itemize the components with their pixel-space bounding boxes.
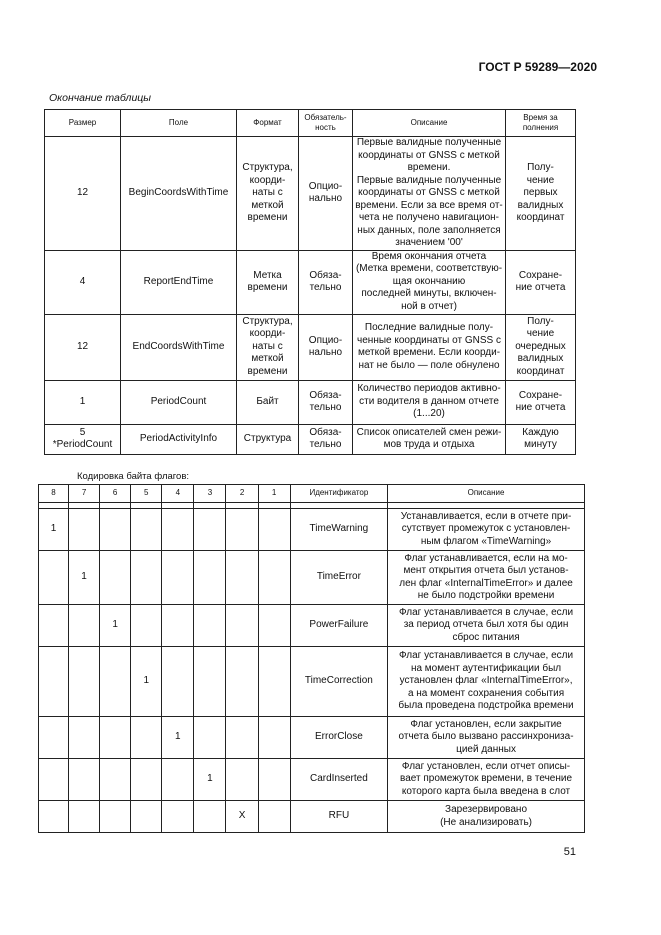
flags-table-bit-cell — [162, 647, 194, 717]
flags-table-header-cell: 7 — [69, 485, 100, 503]
flags-table-identifier-cell: ErrorClose — [290, 717, 387, 759]
main-table-cell-required: Опцио- нально — [299, 314, 353, 380]
flags-table-bit-cell: 1 — [69, 551, 100, 605]
flags-table-bit-cell — [194, 551, 226, 605]
flags-table-bit-cell — [69, 717, 100, 759]
main-table-row — [45, 380, 576, 424]
main-table-cell-format: Структура, коорди- наты с меткой времени — [237, 314, 299, 380]
flags-table-header-cell: 1 — [258, 485, 290, 503]
flags-table-row — [39, 801, 585, 833]
flags-table-bit-cell — [69, 509, 100, 551]
flags-table-identifier-cell: TimeWarning — [290, 509, 387, 551]
flags-table-header-cell: 2 — [226, 485, 258, 503]
main-table-cell-time: Полу- чение очередных валидных координат — [506, 314, 576, 380]
flags-table-bit-cell — [131, 759, 162, 801]
flags-table-row — [39, 605, 585, 647]
flags-table-bit-cell — [131, 509, 162, 551]
flags-table-bit-cell — [258, 717, 290, 759]
main-table-row — [45, 424, 576, 454]
main-table-cell-format: Байт — [237, 380, 299, 424]
document-standard-header: ГОСТ Р 59289—2020 — [478, 60, 597, 74]
flags-table-bit-cell: 1 — [39, 509, 69, 551]
flags-table-description-cell: Зарезервировано (Не анализировать) — [388, 801, 585, 833]
flags-table-bit-cell — [258, 551, 290, 605]
flags-table-row — [39, 509, 585, 551]
flags-table-bit-cell — [258, 759, 290, 801]
main-table-cell-time: Сохране- ние отчета — [506, 250, 576, 314]
flags-table-header-cell: 3 — [194, 485, 226, 503]
flags-table-bit-cell — [226, 647, 258, 717]
main-table-cell-description: Время окончания отчета (Метка времени, соответствую- щая окончанию последней минуты, включен- ной в отчет) — [353, 250, 506, 314]
main-table-cell-size: 5 *PeriodCount — [45, 424, 121, 454]
main-table-cell-required: Опцио- нально — [299, 137, 353, 251]
main-table-cell-size: 1 — [45, 380, 121, 424]
main-table-row — [45, 137, 576, 251]
main-table-cell-field: ReportEndTime — [121, 250, 237, 314]
flags-table-bit-cell — [162, 605, 194, 647]
flags-table-row — [39, 647, 585, 717]
flags-table-description-cell: Устанавливается, если в отчете при- сутствует промежуток с установлен- ным флагом «TimeWarning» — [388, 509, 585, 551]
flags-table-bit-cell — [100, 801, 131, 833]
main-table-cell-time: Полу- чение первых валидных координат — [506, 137, 576, 251]
main-table-cell-format: Метка времени — [237, 250, 299, 314]
main-table-cell-size: 12 — [45, 314, 121, 380]
flags-table-bit-cell — [69, 647, 100, 717]
flags-table-description-cell: Флаг устанавливается, если на мо- мент открытия отчета был установ- лен флаг «InternalTimeError» и далее не было подстройки времени — [388, 551, 585, 605]
main-table-cell-size: 4 — [45, 250, 121, 314]
main-table-header-row — [45, 110, 576, 137]
flags-table-bit-cell — [39, 759, 69, 801]
flags-table-description-cell: Флаг устанавливается в случае, если за период отчета был хотя бы один сброс питания — [388, 605, 585, 647]
flags-table-bit-cell: X — [226, 801, 258, 833]
flags-table-bit-cell — [100, 509, 131, 551]
flags-table-bit-cell — [69, 605, 100, 647]
flags-table-row — [39, 759, 585, 801]
flags-table-bit-cell — [39, 717, 69, 759]
page-number: 51 — [563, 846, 576, 858]
flags-table-bit-cell — [100, 759, 131, 801]
flags-table — [38, 484, 585, 833]
main-table-cell-size: 12 — [45, 137, 121, 251]
flags-table-bit-cell — [162, 551, 194, 605]
flags-table-bit-cell — [69, 759, 100, 801]
flags-table-bit-cell — [194, 605, 226, 647]
flags-table-bit-cell: 1 — [162, 717, 194, 759]
flags-table-header-cell: 5 — [131, 485, 162, 503]
main-table-cell-description: Первые валидные полученные координаты от GNSS с меткой времени. Первые валидные полученные координаты от GNSS с меткой времени. Если за все время от- чета не получено навигацион- ных данных, поле заполняется значением '00' — [353, 137, 506, 251]
flags-table-description-cell: Флаг установлен, если закрытие отчета было вызвано рассинхрониза- цией данных — [388, 717, 585, 759]
flags-table-bit-cell — [39, 647, 69, 717]
main-table-cell-format: Структура — [237, 424, 299, 454]
flags-table-bit-cell — [258, 801, 290, 833]
flags-table-bit-cell — [194, 801, 226, 833]
flags-table-bit-cell: 1 — [131, 647, 162, 717]
main-table-cell-field: EndCoordsWithTime — [121, 314, 237, 380]
main-table-cell-required: Обяза- тельно — [299, 250, 353, 314]
main-table-header-cell: Обязатель- ность — [299, 110, 353, 137]
main-table-cell-description: Список описателей смен режи- мов труда и отдыха — [353, 424, 506, 454]
flags-table-bit-cell — [100, 551, 131, 605]
main-table-header-cell: Размер — [45, 110, 121, 137]
main-table-cell-required: Обяза- тельно — [299, 424, 353, 454]
main-table-cell-time: Каждую минуту — [506, 424, 576, 454]
flags-table-bit-cell — [194, 647, 226, 717]
flags-table-bit-cell — [226, 759, 258, 801]
flags-table-bit-cell — [194, 717, 226, 759]
flags-table-row — [39, 717, 585, 759]
flags-table-identifier-cell: RFU — [290, 801, 387, 833]
main-table-row — [45, 250, 576, 314]
flags-table-identifier-cell: PowerFailure — [290, 605, 387, 647]
flags-table-header-cell: Описание — [388, 485, 585, 503]
flags-table-row — [39, 551, 585, 605]
flags-table-header-cell: Идентификатор — [290, 485, 387, 503]
table-caption: Окончание таблицы — [49, 92, 152, 104]
flags-label: Кодировка байта флагов: — [77, 471, 190, 482]
flags-table-bit-cell — [131, 801, 162, 833]
flags-table-header-cell: 8 — [39, 485, 69, 503]
flags-table-bit-cell — [226, 605, 258, 647]
flags-table-bit-cell — [162, 801, 194, 833]
main-table — [44, 109, 576, 455]
flags-table-bit-cell — [258, 605, 290, 647]
main-table-header-cell: Поле — [121, 110, 237, 137]
main-table-cell-required: Обяза- тельно — [299, 380, 353, 424]
main-table-cell-field: PeriodActivityInfo — [121, 424, 237, 454]
flags-table-bit-cell — [100, 717, 131, 759]
flags-table-bit-cell — [226, 717, 258, 759]
flags-table-bit-cell — [226, 551, 258, 605]
flags-table-bit-cell — [162, 509, 194, 551]
flags-table-bit-cell: 1 — [100, 605, 131, 647]
flags-table-bit-cell — [39, 605, 69, 647]
main-table-cell-description: Количество периодов активно- сти водителя в данном отчете (1...20) — [353, 380, 506, 424]
flags-table-bit-cell — [131, 717, 162, 759]
flags-table-identifier-cell: CardInserted — [290, 759, 387, 801]
flags-table-bit-cell — [162, 759, 194, 801]
main-table-header-cell: Время за полнения — [506, 110, 576, 137]
flags-table-header-row — [39, 485, 585, 503]
main-table-cell-description: Последние валидные полу- ченные координаты от GNSS с меткой времени. Если коорди- нат не было — поле обнулено — [353, 314, 506, 380]
flags-table-header-cell: 6 — [100, 485, 131, 503]
flags-table-bit-cell — [194, 509, 226, 551]
main-table-row — [45, 314, 576, 380]
main-table-cell-field: PeriodCount — [121, 380, 237, 424]
main-table-cell-time: Сохране- ние отчета — [506, 380, 576, 424]
flags-table-bit-cell: 1 — [194, 759, 226, 801]
flags-table-bit-cell — [258, 647, 290, 717]
flags-table-bit-cell — [131, 551, 162, 605]
flags-table-bit-cell — [258, 509, 290, 551]
main-table-header-cell: Формат — [237, 110, 299, 137]
flags-table-identifier-cell: TimeError — [290, 551, 387, 605]
flags-table-header-cell: 4 — [162, 485, 194, 503]
flags-table-bit-cell — [131, 605, 162, 647]
main-table-header-cell: Описание — [353, 110, 506, 137]
main-table-cell-format: Структура, коорди- наты с меткой времени — [237, 137, 299, 251]
flags-table-bit-cell — [39, 801, 69, 833]
flags-table-bit-cell — [69, 801, 100, 833]
flags-table-description-cell: Флаг устанавливается в случае, если на момент аутентификации был установлен флаг «InternalTimeError», а на момент сохранения события была проведена подстройка времени — [388, 647, 585, 717]
main-table-cell-field: BeginCoordsWithTime — [121, 137, 237, 251]
flags-table-description-cell: Флаг установлен, если отчет описы- вает промежуток времени, в течение которого карта была введена в слот — [388, 759, 585, 801]
flags-table-bit-cell — [226, 509, 258, 551]
flags-table-identifier-cell: TimeCorrection — [290, 647, 387, 717]
flags-table-bit-cell — [39, 551, 69, 605]
flags-table-bit-cell — [100, 647, 131, 717]
